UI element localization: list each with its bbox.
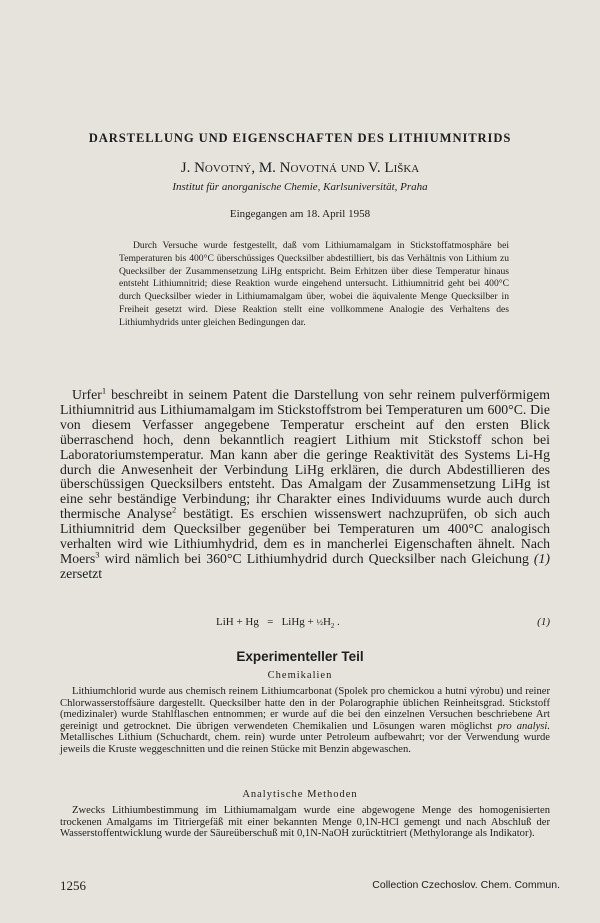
journal-name: Collection Czechoslov. Chem. Commun.	[372, 879, 560, 891]
intro-text-2: bestätigt. Es erschien wissenswert nachzuprüfen, ob sich auch Lithiumnitrid dem Quecksilber gegenüber bei Temperaturen um 400°C analogisch verhalten wird wie Lithiumhydrid, dem es in mancherlei Eigenschaften ähnelt. Nach Moers	[60, 506, 550, 566]
section-heading-experimental: Experimenteller Teil	[236, 649, 364, 664]
intro-author-ref: Urfer	[72, 387, 102, 402]
intro-text-1: beschreibt in seinem Patent die Darstellung von sehr reinem pulverförmigem Lithiumnitrid aus Lithiumamalgam im Stickstoffstrom bei Temperaturen um 600°C. Die von diesem Verfasser angegebene Temperatur erscheint auf den ersten Blick überraschend hoch, denn bekanntlich reagiert Lithium mit Stickstoff schon bei Laboratoriumstemperatur. Man kann aber die geringe Reaktivität des Systems Li-Hg durch die Anwesenheit der Verbindung LiHg erklären, die durch Abdestillieren des überschüssigen Quecksilbers entsteht. Das Amalgam der Zusammensetzung LiHg ist eine sehr beständige Verbindung; ihr Charakter eines Individuums wurde auch durch thermische Analyse	[60, 387, 550, 522]
chemikalien-text-b: Metallisches Lithium (Schuchardt, chem. rein) wurde unter Petroleum aufbewahrt; vor der Verwendung wurde jeweils die Kruste weggeschnitten und die reinen Stücke mit Benzin abgewaschen.	[60, 732, 550, 755]
equation-1	[60, 616, 550, 632]
equation-label: (1)	[537, 616, 550, 628]
article-title: DARSTELLUNG UND EIGENSCHAFTEN DES LITHIUMNITRIDS	[88, 131, 512, 145]
reference-1: 1	[101, 385, 107, 396]
chemikalien-paragraph	[60, 686, 550, 756]
reference-3: 3	[95, 549, 100, 560]
subheading-chemikalien: Chemikalien	[267, 670, 333, 681]
affiliation: Institut für anorganische Chemie, Karlsuniversität, Praha	[172, 181, 428, 193]
methods-paragraph: Zwecks Lithiumbestimmung im Lithiumamalgam wurde eine abgewogene Menge des homogenisierten trockenen Amalgams im Titriergefäß mit einer bekannten Menge 0,1N-HCl gemengt und nach Abschluß der Wasserstoffentwicklung wurde der Säureüberschuß mit 0,1N-NaOH zurücktitriert (Methylorange als Indikator).	[60, 805, 550, 840]
reference-2: 2	[171, 504, 177, 515]
chemikalien-text-italic: pro analysi.	[497, 720, 550, 732]
equation-h-subscript: 2	[330, 623, 335, 631]
received-date: Eingegangen am 18. April 1958	[229, 208, 371, 220]
page-number: 1256	[60, 878, 86, 893]
abstract: Durch Versuche wurde festgestellt, daß vom Lithiumamalgam in Stickstoffatmosphäre bei Temperaturen bis 400°C überschüssiges Quecksilber abdestilliert, bis das Verhältnis von Lithium zu Quecksilber der Zusammensetzung LiHg entspricht. Beim Erhitzen über diese Temperatur hinaus entsteht Lithiumnitrid; diese Reaktion wurde eingehend untersucht. Lithiumnitrid geht bei 400°C durch Quecksilber wieder in Lithiumamalgam über, wobei die äquivalente Menge Quecksilber in Freiheit gesetzt wird. Diese Reaktion stellt eine vollkommene Analogie des Verhaltens des Lithiumhydrids unter gleichen Bedingungen dar.	[119, 240, 509, 328]
chemikalien-text-a: Lithiumchlorid wurde aus chemisch reinem Lithiumcarbonat (Spolek pro chemickou a hutní výrobu) und reiner Chlorwasserstoffsäure dargestellt. Quecksilber hatte den in der Polarographie üblichen Reinheitsgrad. Stickstoff (medizinaler) wurde Stahlflaschen entnommen; er wurde auf die bei den einzelnen Versuchen beschriebene Art gereinigt und getrocknet. Die übrigen verwendeten Chemikalien und Lösungen waren möglichst	[60, 686, 550, 732]
equation-body	[216, 616, 340, 631]
equation-h: H	[322, 616, 331, 628]
equation-dot: .	[334, 616, 340, 628]
equation-reference: (1)	[533, 550, 550, 566]
introduction-paragraph	[60, 385, 550, 582]
authors-line: J. Novotný, M. Novotná und V. Liška	[180, 160, 420, 176]
equation-lhs: LiH + Hg = LiHg +	[216, 616, 317, 628]
equation-fraction: ½	[316, 617, 323, 627]
intro-text-4: zersetzt	[60, 565, 103, 581]
intro-text-3: wird nämlich bei 360°C Lithiumhydrid durch Quecksilber nach Gleichung	[99, 550, 534, 566]
subheading-analytische-methoden: Analytische Methoden	[242, 789, 358, 800]
